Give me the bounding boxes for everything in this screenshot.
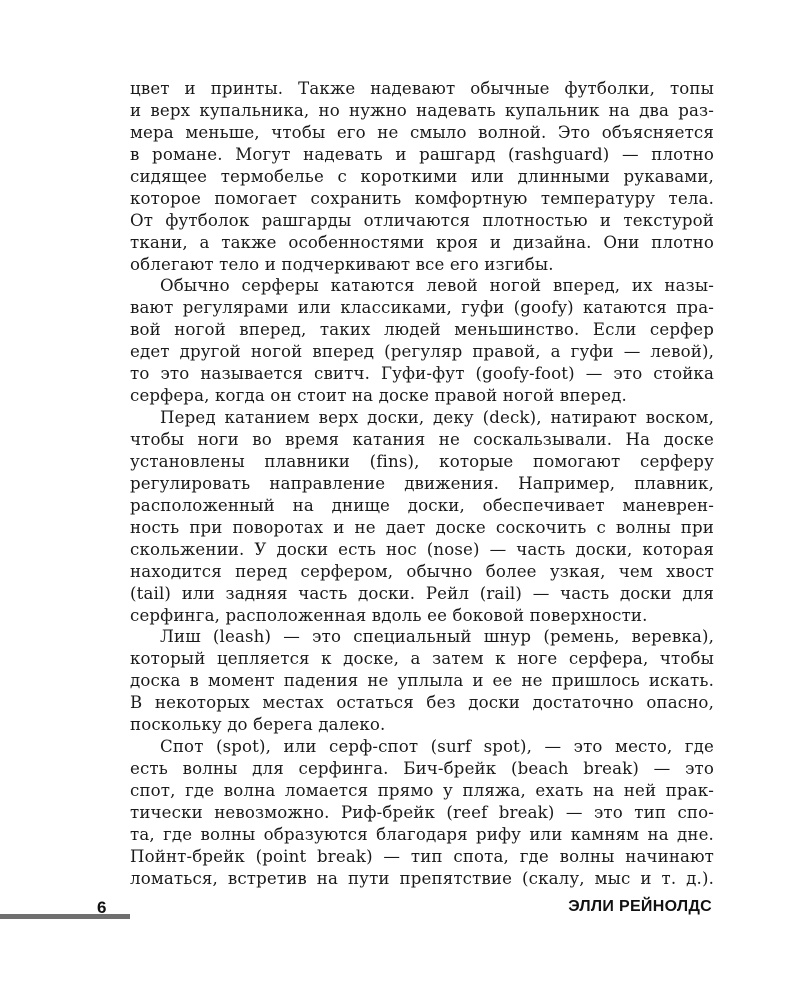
body-text <box>130 78 714 890</box>
paragraph-first-line: Лиш (leash) — это специальный шнур (ремень, веревка), <box>160 627 714 647</box>
footer-rule <box>0 914 130 919</box>
text-line: чтобы ноги во время катания не соскальзывали. На доске <box>130 430 714 449</box>
text-line: серфинга, расположенная вдоль ее боковой поверхности. <box>130 605 648 625</box>
text-line: который цепляется к доске, а затем к ноге серфера, чтобы <box>130 649 714 669</box>
paragraph-first-line: Перед катанием верх доски, деку (deck), натирают воском, <box>160 408 714 428</box>
text-line: та, где волны образуются благодаря рифу или камням на дне. <box>130 824 714 844</box>
text-line: ломаться, встретив на пути препятствие (скалу, мыс и т. д.). <box>130 868 714 888</box>
text-line: мера меньше, чтобы его не смыло волной. Это объясняется <box>130 122 714 142</box>
text-line: облегают тело и подчеркивают все его изгибы. <box>130 254 554 274</box>
text-line: установлены плавники (fins), которые помогают серферу <box>130 451 714 471</box>
text-line: вают регулярами или классиками, гуфи (goofy) катаются пра- <box>130 298 714 318</box>
text-line: ткани, а также особенностями кроя и дизайна. Они плотно <box>130 232 714 252</box>
text-line: поскольку до берега далеко. <box>130 715 386 735</box>
paragraph-first-line: Спот (spot), или серф-спот (surf spot), — это место, где <box>160 737 714 757</box>
text-line: сидящее термобелье с короткими или длинными рукавами, <box>130 166 714 186</box>
text-line: расположенный на днище доски, обеспечивает маневрен- <box>130 495 714 515</box>
page-number: 6 <box>97 898 107 917</box>
running-footer-author: ЭЛЛИ РЕЙНОЛДС <box>568 898 712 915</box>
text-line: спот, где волна ломается прямо у пляжа, ехать на ней прак- <box>130 781 714 800</box>
text-line: в романе. Могут надевать и рашгард (rashguard) — плотно <box>130 144 714 164</box>
text-line: (tail) или задняя часть доски. Рейл (rail) — часть доски для <box>130 583 714 603</box>
text-line: и верх купальника, но нужно надевать купальник на два раз- <box>130 100 714 120</box>
text-line: ность при поворотах и не дает доске соскочить с волны при <box>130 517 714 537</box>
text-line: доска в момент падения не уплыла и ее не пришлось искать. <box>130 671 714 691</box>
text-line: регулировать направление движения. Например, плавник, <box>130 473 714 493</box>
text-line: едет другой ногой вперед (регуляр правой, а гуфи — левой), <box>130 342 714 362</box>
text-line: которое помогает сохранить комфортную температуру тела. <box>130 188 714 208</box>
text-line: В некоторых местах остаться без доски достаточно опасно, <box>130 693 714 713</box>
text-line: цвет и принты. Также надевают обычные футболки, топы <box>130 79 714 98</box>
text-line: От футболок рашгарды отличаются плотностью и текстурой <box>130 210 714 230</box>
text-line: серфера, когда он стоит на доске правой ногой вперед. <box>130 386 627 406</box>
text-line: находится перед серфером, обычно более узкая, чем хвост <box>130 561 714 581</box>
text-line: есть волны для серфинга. Бич-брейк (beach break) — это <box>130 759 714 779</box>
text-line: Пойнт-брейк (point break) — тип спота, где волны начинают <box>130 846 714 866</box>
text-line: скольжении. У доски есть нос (nose) — часть доски, которая <box>130 539 714 559</box>
paragraph-first-line: Обычно серферы катаются левой ногой вперед, их назы- <box>160 276 714 296</box>
text-line: тически невозможно. Риф-брейк (reef break) — это тип спо- <box>130 802 714 822</box>
text-line: то это называется свитч. Гуфи-фут (goofy-foot) — это стойка <box>130 364 714 384</box>
text-line: вой ногой вперед, таких людей меньшинство. Если серфер <box>130 320 714 340</box>
